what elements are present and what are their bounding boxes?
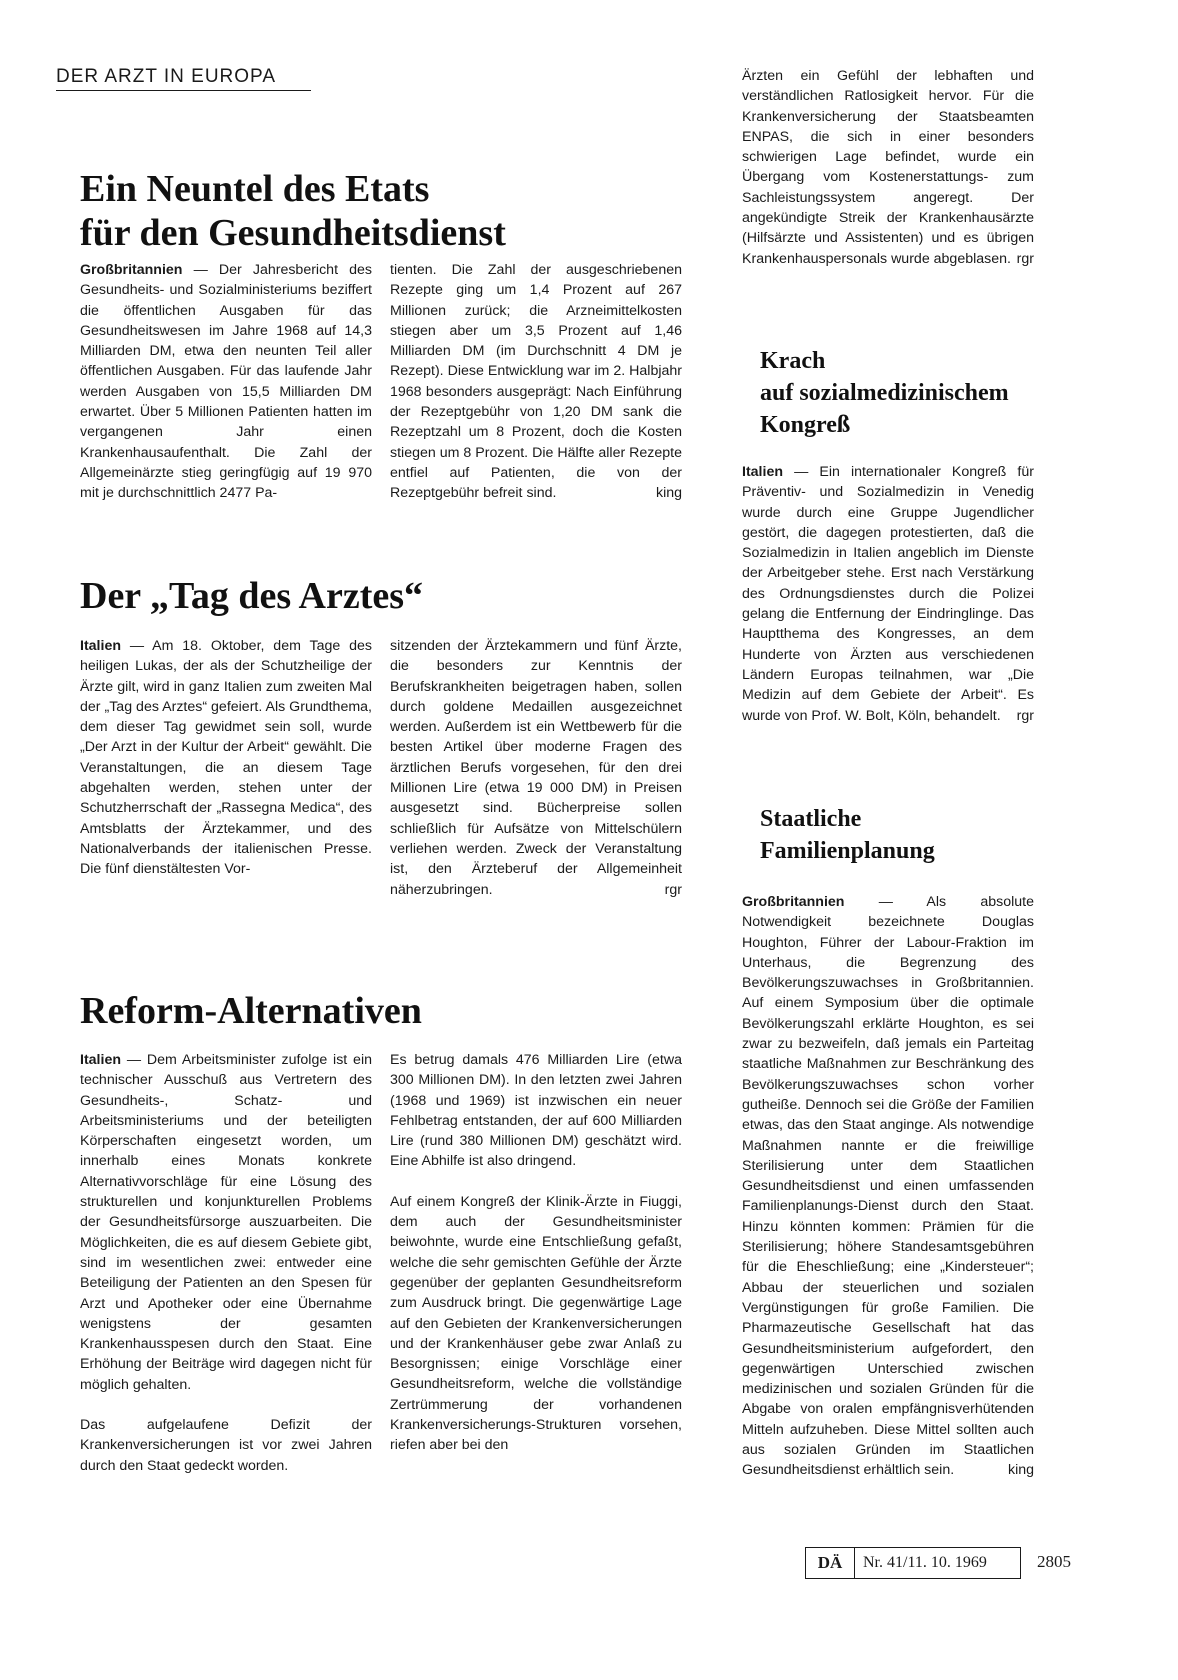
journal-abbreviation: DÄ	[806, 1548, 855, 1578]
article-familie-headline	[760, 804, 1040, 868]
article-neuntel-col1	[80, 260, 372, 504]
headline-line-2: Familienplanung	[760, 837, 935, 864]
headline-line-1: Ein Neuntel des Etats	[80, 168, 430, 210]
article-reform-col1	[80, 1050, 372, 1476]
country-label: Großbritannien	[742, 894, 845, 910]
article-neuntel-col2	[390, 260, 682, 504]
article-reform-headline	[80, 990, 640, 1034]
journal-issue-box	[805, 1547, 1021, 1579]
author-signature: rgr	[1016, 707, 1034, 724]
country-label: Italien	[80, 1052, 121, 1068]
article-text: — Ein internationaler Kongreß für Präventiv- und Sozialmedizin in Venedig wurde durch eine Gruppe Jugendlicher gestört, die dagegen protestierten, daß die Sozialmedizin in Italien angeblich im Dienste der Arbeitgeber stehe. Erst nach Verstärkung des Ordnungsdienstes durch die Polizei gelang die Entfernung der Eindringlinge. Das Hauptthema des Kongresses, an dem Hunderte von Ärzten aus verschiedenen Ländern Europas teilnahmen, war „Die Medizin auf dem Gebiete der Arbeit“. Es wurde von Prof. W. Bolt, Köln, behandelt.	[742, 464, 1034, 724]
article-text: tienten. Die Zahl der ausgeschriebenen Rezepte ging um 1,4 Prozent auf 267 Millionen zurück; die Arzneimittelkosten stiegen aber um 3,5 Prozent auf 1,46 Milliarden DM (im Durchschnitt 4 DM je Rezept). Diese Entwicklung war im 2. Halbjahr 1968 besonders ausgeprägt: Nach Einführung der Rezeptgebühr von 1,20 DM sank die Rezeptzahl um 8 Prozent, doch die Kosten stiegen um 8 Prozent. Die Hälfte aller Rezepte entfiel auf Patienten, die von der Rezeptgebühr befreit sind.	[390, 262, 682, 502]
article-reform-col3	[742, 66, 1034, 269]
article-text: Es betrug damals 476 Milliarden Lire (etwa 300 Millionen DM). In den letzten zwei Jahren (1968 und 1969) ist inzwischen ein neuer Fehlbetrag entstanden, der auf 600 Milliarden Lire (rund 380 Millionen DM) geschätzt wird. Eine Abhilfe ist also dringend.	[390, 1052, 682, 1170]
author-signature: rgr	[664, 881, 682, 898]
page-number: 2805	[1037, 1552, 1071, 1571]
country-label: Italien	[80, 638, 121, 654]
headline: Reform-Alternativen	[80, 990, 422, 1032]
headline-line-3: Kongreß	[760, 411, 851, 438]
article-text: — Dem Arbeitsminister zufolge ist ein technischer Ausschuß aus Vertretern des Gesundheits-, Schatz- und Arbeitsministeriums und der beteiligten Körperschaften eingesetzt worden, um innerhalb eines Monats konkrete Alternativvorschläge für eine Lösung des strukturellen und konjunkturellen Problems der Gesundheitsfürsorge auszuarbeiten. Die Möglichkeiten, die es auf diesem Gebiete gibt, sind im wesentlichen zwei: entweder eine Beteiligung der Patienten an den Spesen für Arzt und Apotheker oder eine Übernahme wenigstens der gesamten Krankenhausspesen durch den Staat. Eine Erhöhung der Beiträge wird dagegen nicht für möglich gehalten.	[80, 1052, 372, 1393]
article-tag-col2	[390, 636, 682, 900]
country-label: Großbritannien	[80, 262, 183, 278]
article-tag-col1	[80, 636, 372, 880]
headline-line-1: Staatliche	[760, 806, 862, 832]
article-neuntel-headline	[80, 168, 640, 255]
author-signature: king	[655, 485, 682, 502]
article-text: Auf einem Kongreß der Klinik-Ärzte in Fiuggi, dem auch der Gesundheitsminister beiwohnte, wurde eine Entschließung gefaßt, welche die sehr gemischten Gefühle der Ärzte gegenüber der geplanten Gesundheitsreform zum Ausdruck bringt. Die gegenwärtige Lage auf den Gebieten der Krankenversicherungen und der Krankenhäuser gebe zwar Anlaß zu Besorgnissen; einige Vorschläge einer Gesundheitsreform, welche die vollständige Zertrümmerung der vorhandenen Krankenversicherungs-Strukturen vorsehen, riefen aber bei den	[390, 1193, 682, 1454]
headline-line-2: für den Gesundheitsdienst	[80, 211, 506, 254]
article-text: Das aufgelaufene Defizit der Krankenversicherungen ist vor zwei Jahren durch den Staat gedeckt worden.	[80, 1417, 372, 1474]
article-tag-headline	[80, 575, 640, 619]
article-text: — Am 18. Oktober, dem Tage des heiligen Lukas, der als der Schutzheilige der Ärzte gilt, wird in ganz Italien zum zweiten Mal der „Tag des Arztes“ gefeiert. Als Grundthema, dem dieser Tag gewidmet sein soll, wurde „Der Arzt in der Kultur der Arbeit“ gewählt. Die Veranstaltungen, die an diesem Tage abgehalten werden, stehen unter der Schutzherrschaft der „Rassegna Medica“, des Amtsblatts der Ärztekammer, und des Nationalverbands der italienischen Presse. Die fünf dienstältesten Vor-	[80, 638, 372, 878]
author-signature: rgr	[1016, 250, 1034, 267]
article-text: sitzenden der Ärztekammern und fünf Ärzte, die besonders zur Kenntnis der Berufskrankheiten beigetragen haben, sollen durch goldene Medaillen ausgezeichnet werden. Außerdem ist ein Wettbewerb für die besten Artikel über moderne Fragen des ärztlichen Berufs vorgesehen, für den drei Millionen Lire (etwa 19 000 DM) in Preisen ausgesetzt sind. Bücherpreise sollen schließlich für Aufsätze von Mittelschülern verliehen werden. Zweck der Veranstaltung ist, den Ärzteberuf der Allgemeinheit näherzubringen.	[390, 638, 682, 898]
section-label: DER ARZT IN EUROPA	[56, 66, 276, 87]
article-text: — Als absolute Notwendigkeit bezeichnete Douglas Houghton, Führer der Labour-Fraktion im Unterhaus, die Begrenzung des Bevölkerungszuwachses in Großbritannien. Auf einem Symposium über die optimale Bevölkerungszahl erklärte Houghton, es sei zwar zu bezweifeln, daß jemals ein Parteitag staatliche Maßnahmen zur Beschränkung des Bevölkerungszuwachses schon vorher gutheiße. Dennoch sei die Größe der Familien etwas, das den Staat anginge. Als notwendige Maßnahmen nannte er die freiwillige Sterilisierung unter dem Staatlichen Gesundheitsdienst und einen umfassenden Familienplanungs-Dienst durch den Staat. Hinzu könnten kommen: Prämien für die Sterilisierung; höhere Standesamtsgebühren für die Eheschließung; eine „Kindersteuer“; Abbau der steuerlichen und sozialen Vergünstigungen für große Familien. Die Pharmazeutische Gesellschaft hat das Gesundheitsministerium aufgefordert, den gegenwärtigen Unterschied zwischen medizinischen und sozialen Gründen für die Abgabe von oralen empfängnisverhütenden Mitteln aufzuheben. Diese Mittel sollten auch aus sozialen Gründen im Staatlichen Gesundheitsdienst erhältlich sein.	[742, 894, 1034, 1479]
country-label: Italien	[742, 464, 783, 480]
article-familie-body	[742, 892, 1034, 1481]
section-underline	[56, 90, 311, 91]
article-reform-col2	[390, 1050, 682, 1456]
headline-line-1: Krach	[760, 348, 826, 374]
headline: Der „Tag des Arztes“	[80, 575, 424, 617]
article-text: Ärzten ein Gefühl der lebhaften und verständlichen Ratlosigkeit hervor. Für die Krankenversicherung der Staatsbeamten ENPAS, die sich in einer besonders schwierigen Lage befindet, wurde ein Übergang vom Kostenerstattungs- zum Sachleistungssystem angeregt. Der angekündigte Streik der Krankenhausärzte (Hilfsärzte und Assistenten) und es übrigen Krankenhauspersonals wurde abgeblasen.	[742, 68, 1034, 267]
headline-line-2: auf sozialmedizinischem	[760, 379, 1009, 406]
article-krach-body	[742, 462, 1034, 726]
author-signature: king	[1007, 1462, 1034, 1479]
article-text: — Der Jahresbericht des Gesundheits- und Sozialministeriums beziffert die öffentlichen Ausgaben für das Gesundheitswesen im Jahre 1968 auf 14,3 Milliarden DM, etwa den neunten Teil aller öffentlichen Ausgaben. Für das laufende Jahr werden Ausgaben von 15,5 Milliarden DM erwartet. Über 5 Millionen Patienten hatten im vergangenen Jahr einen Krankenhausaufenthalt. Die Zahl der Allgemeinärzte stieg geringfügig auf 19 970 mit je durchschnittlich 2477 Pa-	[80, 262, 372, 502]
article-krach-headline	[760, 346, 1040, 442]
issue-number: Nr. 41/11. 10. 1969	[863, 1554, 987, 1571]
